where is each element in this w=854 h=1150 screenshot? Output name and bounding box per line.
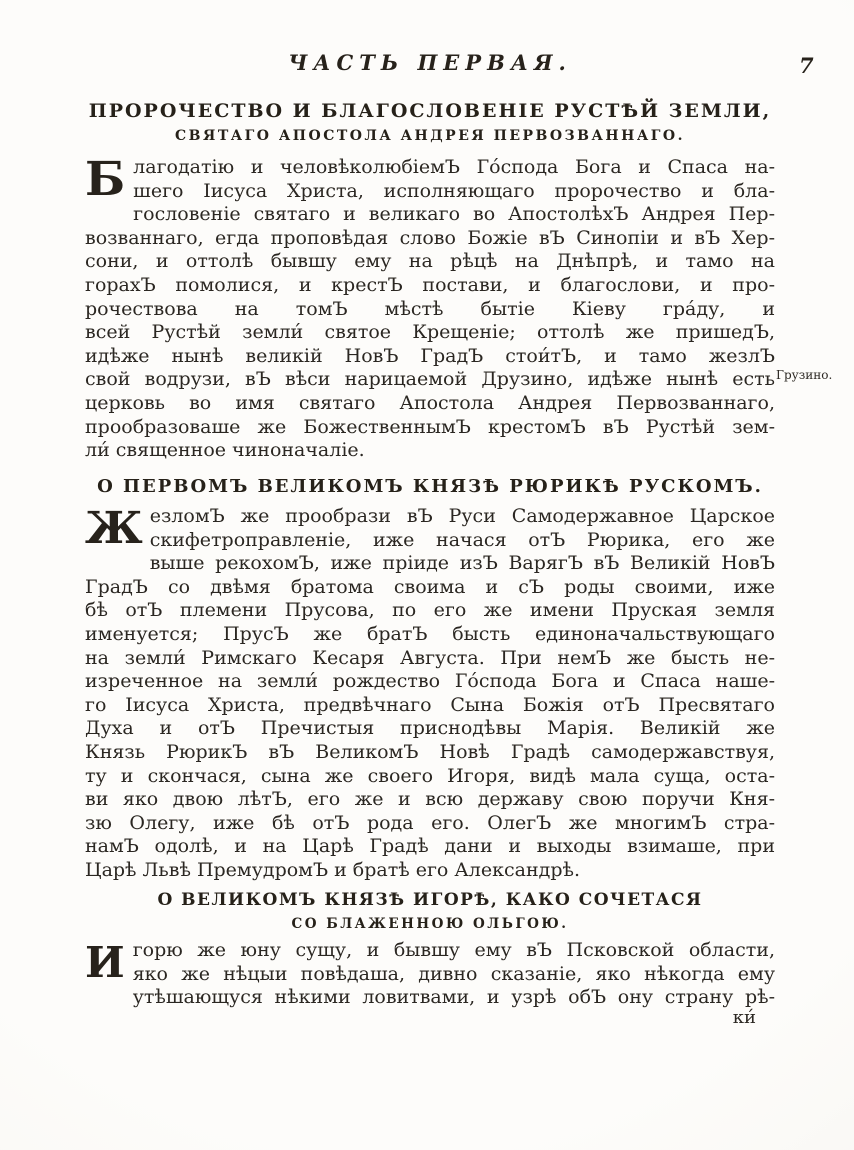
text-line: Князь РюрикЪ вЪ ВеликомЪ Новѣ Градѣ самодержавствуя, <box>85 740 775 763</box>
chapter2-title: О ПЕРВОМЪ ВЕЛИКОМЪ КНЯЗѢ РЮРИКѢ РУСКОМЪ. <box>97 476 763 497</box>
text-line: гословеніе святаго и великаго во АпостолѣхЪ Андрея Пер- <box>133 203 775 226</box>
text-line: ГрадЪ со двѣмя братома своима и сЪ роды своими, иже <box>85 575 775 598</box>
page-number: 7 <box>799 53 814 78</box>
text-line: сони, и оттолѣ бывшу ему на рѣцѣ на Днѣпрѣ, и тамо на <box>85 250 775 273</box>
text-line: Царѣ Львѣ ПремудромЪ и братѣ его Александрѣ. <box>85 858 580 881</box>
text-line: выше рекохомЪ, иже пріиде изЪ ВарягЪ вЪ Великій НовЪ <box>149 552 775 575</box>
dropcap-initial: Б <box>85 152 126 207</box>
chapter1-title: ПРОРОЧЕСТВО И БЛАГОСЛОВЕНІЕ РУСТѢЙ ЗЕМЛИ, <box>88 100 772 122</box>
chapter3-title: О ВЕЛИКОМЪ КНЯЗѢ ИГОРѢ, КАКО СОЧЕТАСЯ <box>157 890 703 910</box>
text-line: езломЪ же прообрази вЪ Руси Самодержавное Царское <box>149 505 775 527</box>
text-line: го Іисуса Христа, предвѣчнаго Сына Божія отЪ Пресвятаго <box>85 693 775 716</box>
running-head: ЧАСТЬ ПЕРВАЯ. <box>288 50 572 75</box>
text-line: именуется; ПрусЪ же братЪ бысть единоначальствующаго <box>85 622 775 645</box>
text-line: лагодатію и человѣколюбіемЪ Го́спода Бога и Спаса на- <box>133 156 775 178</box>
text-line: идѣже нынѣ великій НовЪ ГрадЪ стои́тЪ, и тамо жезлЪ <box>85 344 775 367</box>
chapter1-subtitle: СВЯТАГО АПОСТОЛА АНДРЕЯ ПЕРВОЗВАННАГО. <box>175 128 685 144</box>
paragraph-3 <box>85 939 775 1010</box>
dropcap-initial: И <box>85 938 125 987</box>
text-line: горю же юну сущу, и бывшу ему вЪ Псковской области, <box>132 939 775 961</box>
text-line: намЪ одолѣ, и на Царѣ Градѣ дани и выходы взимаше, при <box>85 835 775 858</box>
margin-note: Грузино. <box>776 368 833 382</box>
text-line: утѣшающуся нѣкими ловитвами, и узрѣ обЪ ону страну рѣ- <box>132 986 775 1009</box>
text-line: шего Іисуса Христа, исполняющаго пророчество и бла- <box>133 179 775 202</box>
text-line: ли́ священное чиноначаліе. <box>85 439 365 462</box>
text-line: всей Рустѣй земли́ святое Крещеніе; оттолѣ же пришедЪ, <box>85 321 775 344</box>
text-line: Духа и отЪ Пречистыя приснодѣвы Марія. Великій же <box>85 717 775 740</box>
text-line: свой водрузи, вЪ вѣси нарицаемой Друзино, идѣже нынѣ есть <box>85 368 775 391</box>
text-line: на земли́ Римскаго Кесаря Августа. При немЪ же бысть не- <box>85 646 775 669</box>
chapter3-subtitle: СО БЛАЖЕННОЮ ОЛЬГОЮ. <box>291 916 569 932</box>
text-line: яко же нѣцыи повѣдаша, дивно сказаніе, яко нѣкогда ему <box>132 962 775 985</box>
text-line: ви яко двою лѣтЪ, его же и всю державу свою поручи Кня- <box>85 788 775 811</box>
text-line: возваннаго, егда проповѣдая слово Божіе вЪ Синопіи и вЪ Хер- <box>85 226 775 249</box>
text-line: ту и скончася, сына же своего Игоря, видѣ мала суща, оста- <box>85 764 775 787</box>
paragraph-1 <box>85 152 775 463</box>
text-line: бѣ отЪ племени Прусова, по его же имени Пруская земля <box>85 599 775 622</box>
text-line: прообразоваше же БожественнымЪ крестомЪ вЪ Рустѣй зем- <box>85 415 775 438</box>
catchword: ки́ <box>732 1007 756 1028</box>
dropcap-initial: Ж <box>85 503 143 554</box>
text-line: изреченное на земли́ рождество Го́спода Бога и Спаса наше- <box>85 670 775 693</box>
text-line: горахЪ помолися, и крестЪ постави, и благослови, и про- <box>85 273 775 296</box>
text-line: рочествова на томЪ мѣстѣ бытіе Кіеву гра́ду, и <box>85 297 775 320</box>
text-line: скифетроправленіе, иже начася отЪ Рюрика, его же <box>149 528 775 551</box>
paragraph-2 <box>85 505 775 883</box>
text-line: церковь во имя святаго Апостола Андрея Первозваннаго, <box>85 391 775 414</box>
text-line: зю Олегу, иже бѣ отЪ рода его. ОлегЪ же многимЪ стра- <box>85 811 775 834</box>
